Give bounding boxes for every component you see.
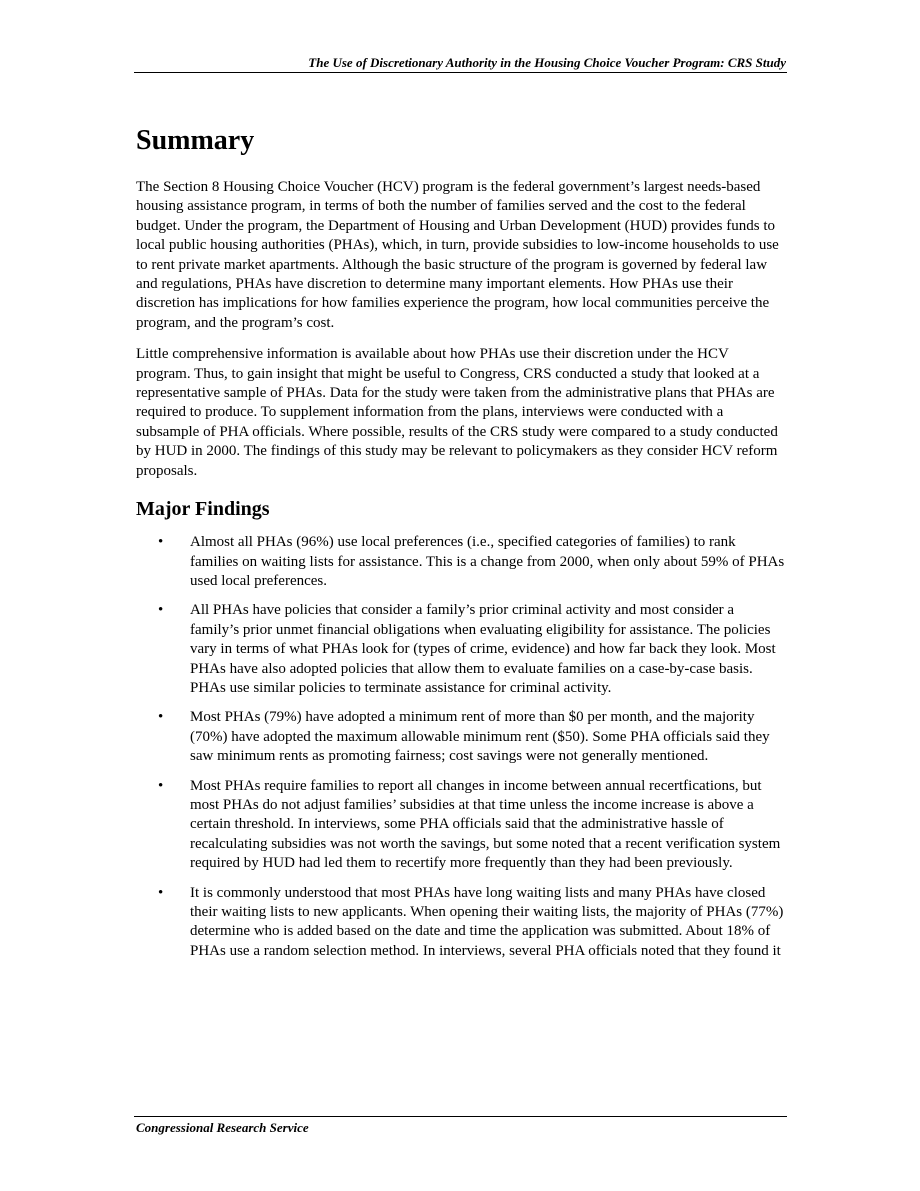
finding-text: Most PHAs (79%) have adopted a minimum rent of more than $0 per month, and the majority (70%) have adopted the maximum allowable minimum rent ($50). Some PHA officials said they saw minimum rents as promoting fairness; cost savings were not generally mentioned. [190,709,770,765]
header-rule [134,72,787,73]
finding-item [136,708,786,766]
finding-text: Almost all PHAs (96%) use local preferences (i.e., specified categories of families) to rank families on waiting lists for assistance. This is a change from 2000, when only about 59% of PHAs used local preferences. [190,534,785,589]
bullet-icon: • [158,884,164,901]
page-body [136,124,786,971]
finding-item [136,601,786,698]
bullet-icon: • [158,777,164,794]
finding-text: Most PHAs require families to report all changes in income between annual recertfications, but most PHAs do not adjust families’ subsidies at that time unless the income increase is above a certain threshold. In interviews, some PHA officials said that the administrative hassle of recalculating subsidies was not worth the savings, but some noted that a recent verification system required by HUD had led them to recertify more frequently than they had been previously. [190,777,781,872]
finding-text: It is commonly understood that most PHAs have long waiting lists and many PHAs have closed their waiting lists to new applicants. When opening their waiting lists, the majority of PHAs (77%) determine who is added based on the date and time the application was submitted. About 18% of PHAs use a random selection method. In interviews, several PHA officials noted that they found it [190,884,784,959]
summary-paragraph-2: Little comprehensive information is available about how PHAs use their discretion under the HCV program. Thus, to gain insight that might be useful to Congress, CRS conducted a study that looked at a representative sample of PHAs. Data for the study were taken from the administrative plans that PHAs are required to produce. To supplement information from the plans, interviews were conducted with a subsample of PHA officials. Where possible, results of the CRS study were compared to a study conducted by HUD in 2000. The findings of this study may be relevant to policymakers as they consider HCV reform proposals. [136,346,778,479]
summary-paragraph-1: The Section 8 Housing Choice Voucher (HCV) program is the federal government’s largest needs-based housing assistance program, in terms of both the number of families served and the cost to the federal budget. Under the program, the Department of Housing and Urban Development (HUD) provides funds to local public housing authorities (PHAs), which, in turn, provide subsidies to low-income households to use to rent private market apartments. Although the basic structure of the program is governed by federal law and regulations, PHAs have discretion to determine many important elements. How PHAs use their discretion has implications for how families experience the program, how local communities perceive the program, and the program’s cost. [136,179,779,331]
bullet-icon: • [158,602,164,619]
findings-list [136,533,786,961]
finding-text: All PHAs have policies that consider a family’s prior criminal activity and most consider a family’s prior unmet financial obligations when evaluating eligibility for assistance. The policies vary in terms of what PHAs look for (types of crime, evidence) and how far back they look. Most PHAs have also adopted policies that allow them to evaluate families on a case-by-case basis. PHAs use similar policies to terminate assistance for criminal activity. [190,602,776,696]
finding-item [136,533,786,591]
footer-text: Congressional Research Service [136,1120,309,1135]
footer-rule [134,1116,787,1117]
bullet-icon: • [158,709,164,726]
major-findings-heading: Major Findings [136,498,270,521]
summary-title: Summary [136,125,255,156]
finding-item [136,884,786,962]
running-header: The Use of Discretionary Authority in the Housing Choice Voucher Program: CRS Study [308,55,786,70]
bullet-icon: • [158,534,164,551]
finding-item [136,777,786,874]
